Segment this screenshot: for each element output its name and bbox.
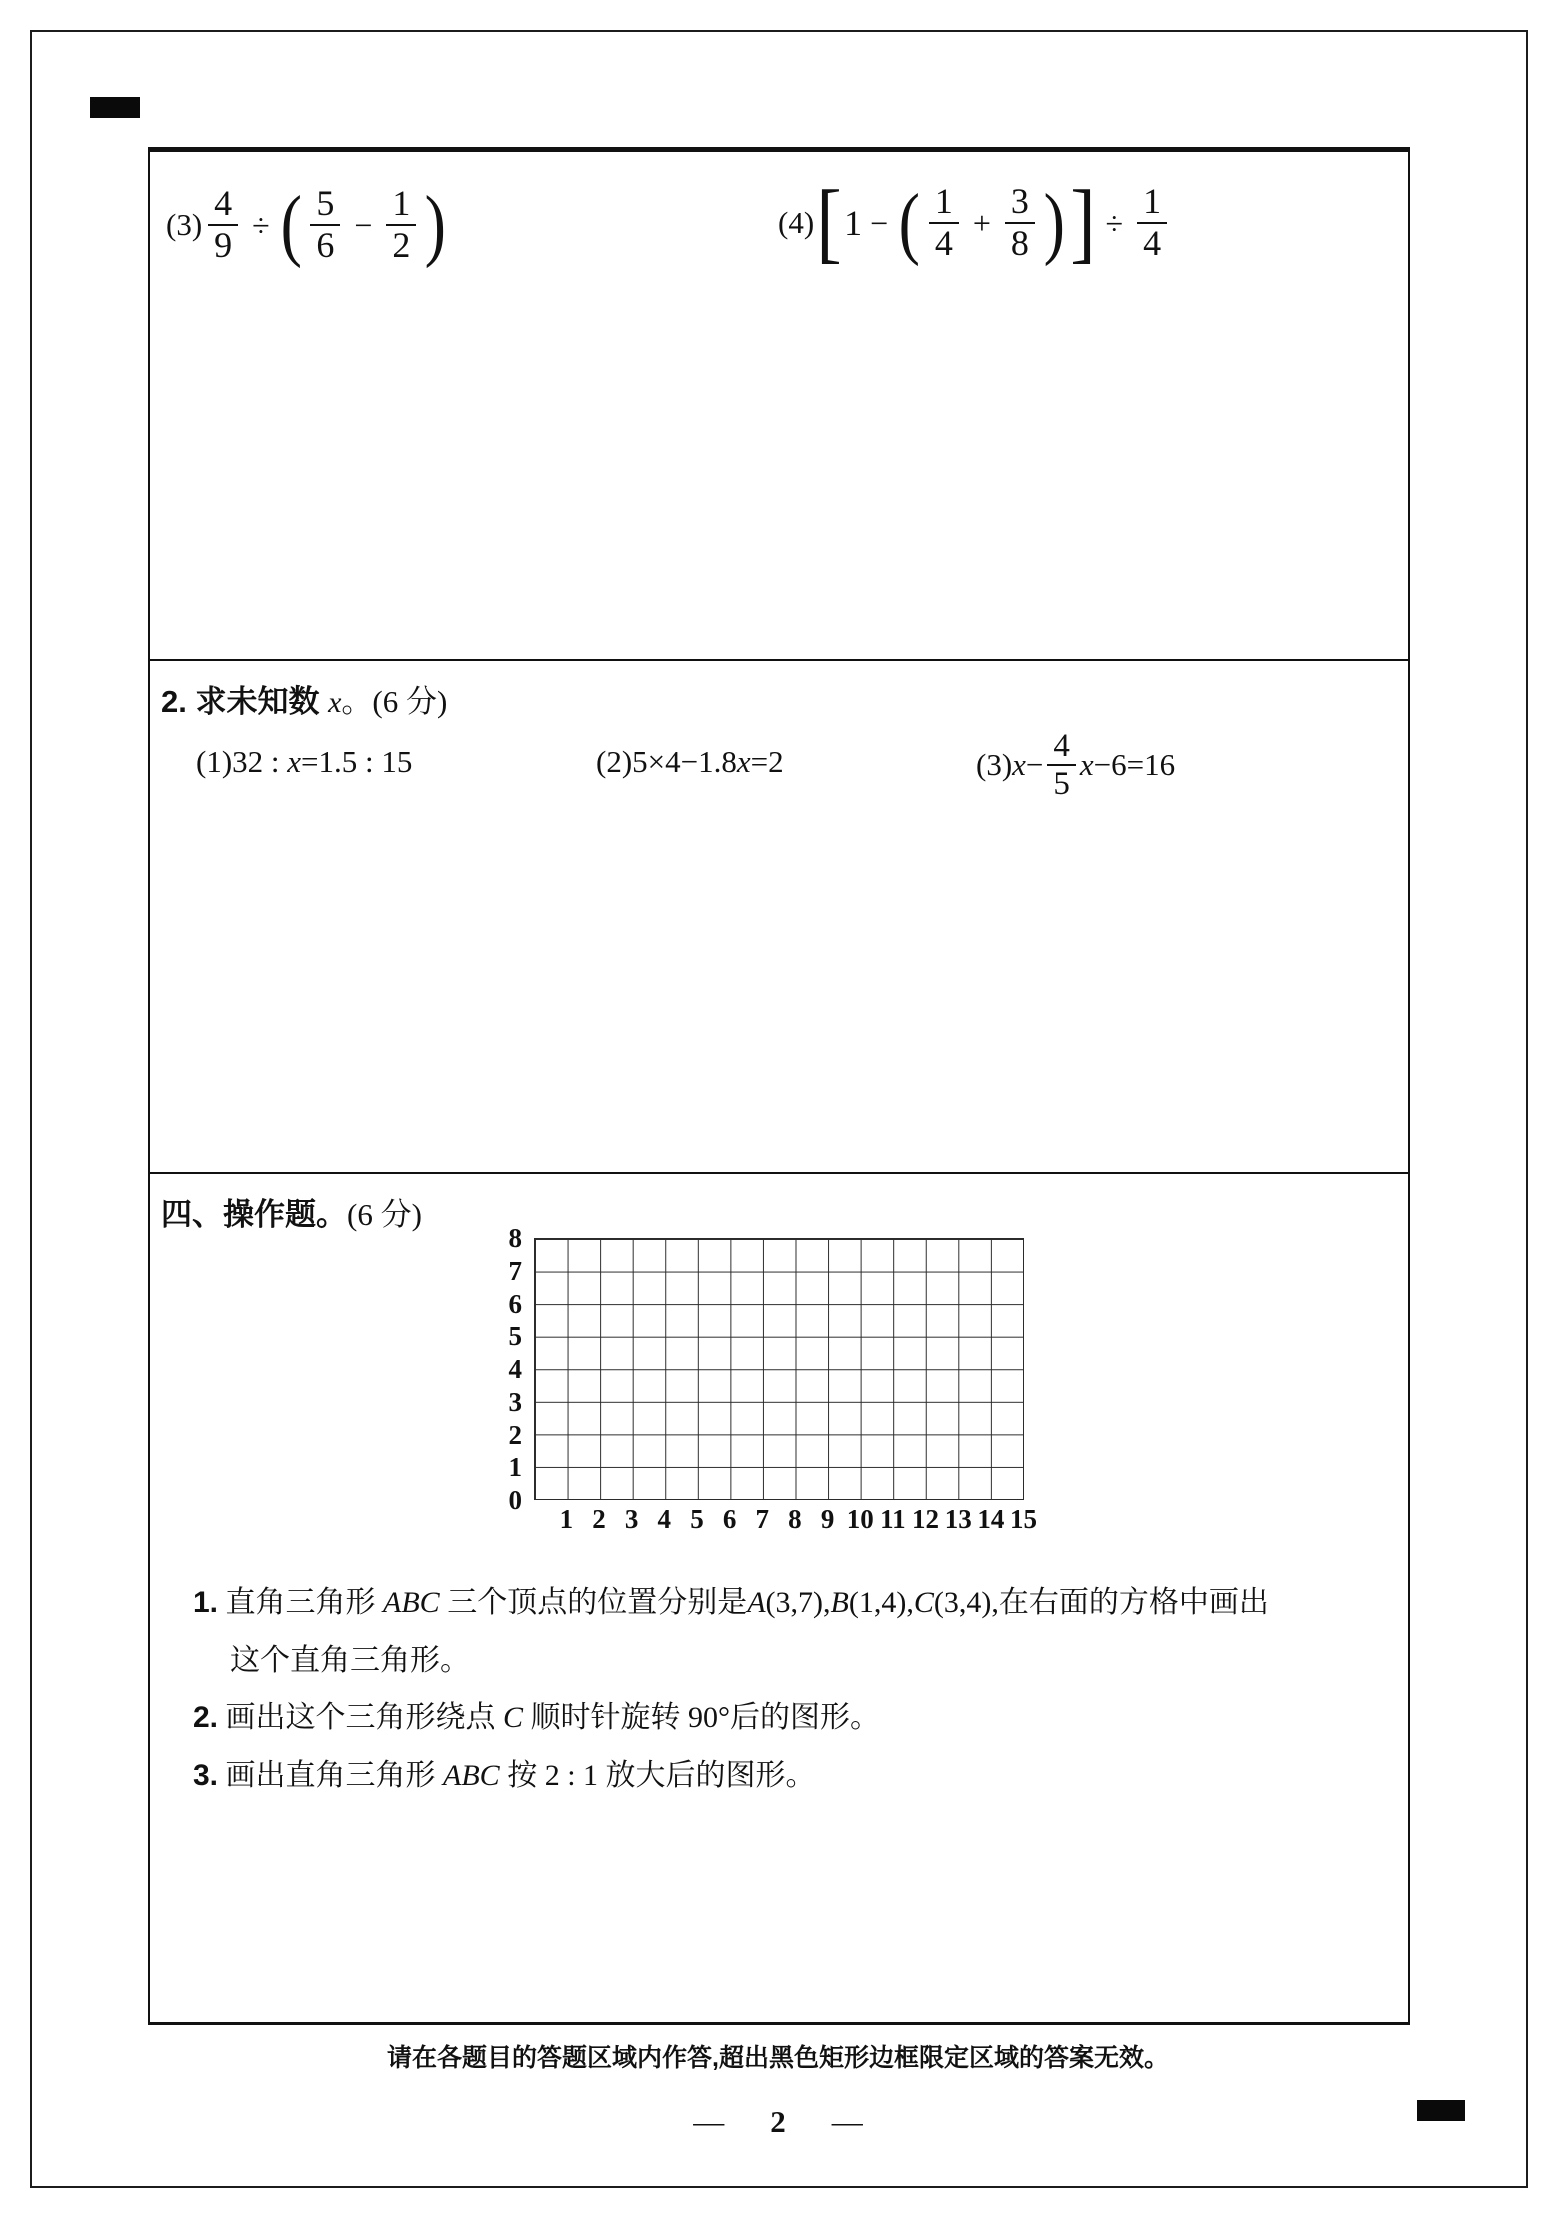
y-axis-label: 7	[508, 1255, 522, 1286]
point-c: C	[503, 1701, 524, 1734]
numerator: 1	[929, 182, 959, 224]
solve-section-heading	[161, 676, 447, 721]
numerator: 3	[1005, 182, 1035, 224]
operation-item-3	[163, 1716, 816, 1828]
heading-number: 2.	[161, 684, 187, 719]
variable-x: x	[287, 744, 302, 779]
operation-section-heading	[161, 1189, 422, 1234]
item-text: 按 2 : 1 放大后的图形。	[499, 1759, 816, 1792]
x-axis-label: 11	[880, 1504, 906, 1534]
x-axis-label: 4	[657, 1504, 672, 1534]
section-divider-1	[150, 659, 1408, 661]
equation-2	[596, 744, 784, 780]
item-number: 2.	[193, 1701, 219, 1734]
y-axis-label: 6	[508, 1288, 522, 1319]
numerator: 1	[386, 184, 416, 226]
fraction-3-8	[1005, 182, 1035, 263]
section-divider-2	[150, 1172, 1408, 1174]
x-axis-label: 5	[690, 1504, 704, 1534]
heading-points: (6 分)	[347, 1197, 422, 1232]
variable-x: x	[1079, 747, 1094, 782]
minus-operator: −	[1025, 747, 1044, 782]
heading-number: 四、	[161, 1197, 223, 1232]
y-axis-label: 4	[508, 1354, 522, 1384]
x-axis-label: 3	[624, 1504, 639, 1534]
x-axis-label: 13	[944, 1504, 972, 1534]
heading-points: 。(6 分)	[341, 684, 448, 719]
x-axis-label: 1	[559, 1504, 574, 1534]
triangle-name: ABC	[383, 1586, 440, 1619]
minus-operator: −	[870, 204, 889, 241]
y-axis-label: 5	[508, 1321, 522, 1352]
divide-operator: ÷	[1105, 204, 1124, 241]
page-number-dash-left: —	[693, 2104, 725, 2139]
divide-operator: ÷	[252, 206, 270, 243]
fraction-1-4	[1137, 182, 1167, 263]
equation-text: (2)5×4−1.8	[596, 744, 737, 779]
numerator: 1	[1137, 182, 1167, 224]
problem-3-label: (3)	[166, 207, 203, 242]
item-text: 直角三角形	[218, 1586, 384, 1619]
registration-mark-top-left	[90, 97, 140, 118]
denominator: 4	[934, 223, 953, 263]
equation-text: (1)32 :	[196, 744, 288, 779]
triangle-name: ABC	[443, 1759, 500, 1792]
equation-3	[976, 727, 1175, 803]
item-text: 画出这个三角形绕点	[218, 1701, 504, 1734]
x-axis-label: 7	[755, 1504, 770, 1534]
numerator: 4	[1047, 728, 1076, 766]
point-a: A	[747, 1586, 766, 1619]
page-number-dash-right: —	[831, 2104, 863, 2139]
fraction-5-6	[310, 184, 340, 265]
x-axis-label: 15	[1010, 1504, 1038, 1534]
equation-text: =1.5 : 15	[301, 744, 413, 779]
x-axis-label: 12	[912, 1504, 940, 1534]
page-number: 2	[770, 2104, 786, 2139]
equation-1	[196, 744, 412, 780]
number-one: 1	[844, 203, 863, 243]
denominator: 4	[1143, 223, 1162, 263]
y-axis-label: 8	[508, 1223, 522, 1253]
minus-operator: −	[354, 206, 373, 243]
denominator: 8	[1010, 223, 1029, 263]
point-a-coords: (3,7),	[765, 1586, 831, 1619]
x-axis-label: 2	[592, 1504, 606, 1534]
variable-x: x	[328, 686, 342, 719]
x-axis-label: 6	[722, 1504, 737, 1534]
y-axis-label: 0	[508, 1485, 522, 1515]
item-text: (3,4),在右面的方格中画出	[933, 1586, 1269, 1619]
heading-text: 操作题。	[223, 1197, 347, 1232]
item-text: 画出直角三角形	[218, 1759, 444, 1792]
point-b-coords: (1,4),	[848, 1586, 914, 1619]
problem-4-expression: (4) [ 1 − ( $\frac{1}{4}$ + $\frac{3}{8}$ ) ] ÷ $\frac{1}{4}$	[778, 178, 1173, 268]
variable-x: x	[1012, 747, 1026, 782]
x-axis-label: 8	[788, 1504, 802, 1534]
denominator: 9	[214, 225, 233, 265]
denominator: 6	[316, 225, 335, 265]
y-axis-label: 1	[508, 1452, 522, 1483]
problem-3-expression: (3) $\frac{4}{9}$ ÷ ( $\frac{5}{6}$ − $\frac{1}{2}$ )	[166, 181, 447, 269]
fraction-1-2	[386, 184, 416, 265]
fraction-1-4	[929, 182, 959, 263]
problem-4-label: (4)	[778, 205, 815, 240]
numerator: 5	[310, 184, 340, 226]
item-number: 1.	[193, 1586, 219, 1619]
item-text: 这个直角三角形。	[230, 1644, 470, 1677]
fraction-4-5	[1047, 728, 1076, 803]
x-axis-label: 14	[977, 1504, 1005, 1534]
x-axis-label: 9	[820, 1504, 835, 1534]
equation-text: (3)	[976, 747, 1013, 782]
heading-text: 求未知数	[186, 684, 329, 719]
grid-x-axis-labels	[550, 1504, 1040, 1535]
numerator: 4	[208, 184, 238, 226]
item-text: 顺时针旋转 90°后的图形。	[523, 1701, 881, 1734]
y-axis-label: 2	[508, 1419, 522, 1450]
item-number: 3.	[193, 1759, 219, 1792]
item-text: 三个顶点的位置分别是	[439, 1586, 748, 1619]
x-axis-label: 10	[846, 1504, 874, 1534]
coordinate-grid	[534, 1238, 1024, 1500]
equation-text: =2	[750, 744, 784, 779]
plus-operator: +	[972, 204, 991, 241]
point-c: C	[913, 1586, 934, 1619]
grid-y-axis-labels	[468, 1222, 522, 1517]
variable-x: x	[736, 744, 751, 779]
denominator: 5	[1053, 766, 1070, 802]
point-b: B	[830, 1586, 849, 1619]
page-number-row	[0, 2104, 1556, 2140]
equation-text: −6=16	[1093, 747, 1176, 782]
denominator: 2	[392, 225, 411, 265]
answer-region-warning-note: 请在各题目的答题区域内作答,超出黑色矩形边框限定区域的答案无效。	[387, 2044, 1169, 2072]
fraction-4-9	[208, 184, 238, 265]
y-axis-label: 3	[508, 1386, 522, 1417]
